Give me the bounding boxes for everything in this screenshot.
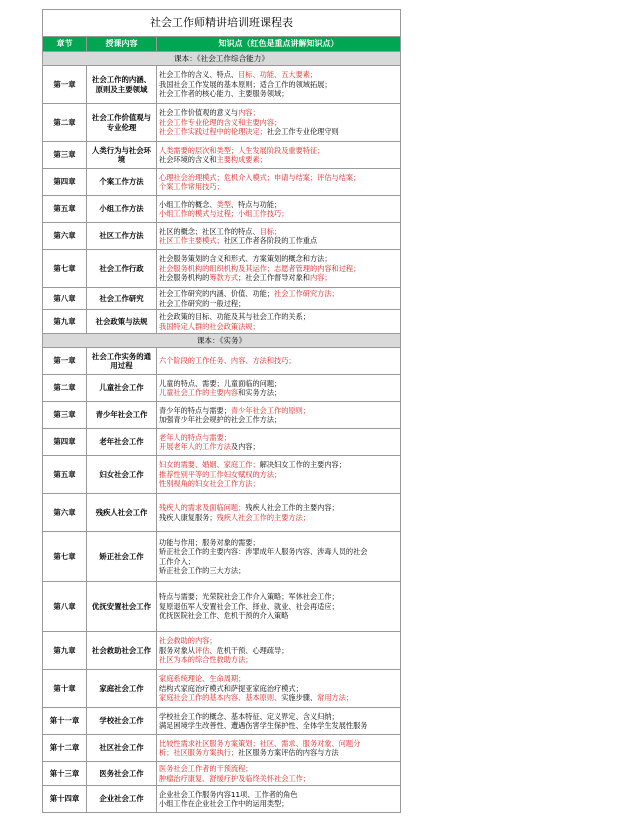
table-row bbox=[43, 494, 401, 532]
point-text: 矫正社会工作的三大方法； bbox=[159, 565, 246, 575]
table-row bbox=[43, 402, 401, 429]
course-cell bbox=[87, 786, 157, 813]
chapter-cell: 第三章 bbox=[43, 142, 87, 169]
key-point-text: 青少年社会工作的原则； bbox=[230, 405, 310, 415]
knowledge-cell bbox=[157, 66, 401, 104]
section-label: 课本：《实务》 bbox=[43, 334, 401, 348]
knowledge-line bbox=[159, 415, 398, 424]
knowledge-line bbox=[159, 547, 398, 556]
knowledge-line bbox=[159, 80, 398, 89]
knowledge-line bbox=[159, 470, 398, 479]
course-line: 社会工作实务的通 bbox=[91, 351, 152, 361]
course-line: 青少年社会工作 bbox=[95, 410, 148, 420]
course-cell bbox=[87, 762, 157, 786]
knowledge-cell bbox=[157, 169, 401, 196]
course-cell bbox=[87, 250, 157, 288]
knowledge-line bbox=[159, 89, 398, 98]
course-line: 家庭社会工作 bbox=[99, 683, 144, 693]
key-point-text: 类型 bbox=[216, 199, 231, 209]
knowledge-line bbox=[159, 254, 398, 263]
knowledge-line bbox=[159, 503, 398, 512]
knowledge-cell bbox=[157, 104, 401, 142]
key-point-text: 筹款方式 bbox=[209, 273, 239, 283]
point-text: 和实务方法； bbox=[238, 388, 282, 397]
course-line: 社区工作方法 bbox=[99, 231, 144, 241]
chapter-cell: 第十四章 bbox=[43, 786, 87, 813]
key-point-text: 常用方法； bbox=[317, 693, 354, 703]
key-point-text: 老年人的特点与需要； bbox=[159, 432, 231, 442]
knowledge-line bbox=[159, 739, 398, 748]
course-line: 社会工作的内涵、 bbox=[91, 75, 152, 85]
key-point-text: 小组工作的模式与过程；小组工作技巧； bbox=[159, 209, 289, 218]
knowledge-line bbox=[159, 70, 398, 79]
knowledge-cell bbox=[157, 762, 401, 786]
knowledge-line bbox=[159, 592, 398, 601]
course-line: 优抚安置社会工作 bbox=[91, 601, 152, 611]
knowledge-cell bbox=[157, 632, 401, 670]
point-text: 青少年的特点与需要； bbox=[159, 405, 231, 415]
key-point-text: 儿童社会工作的主要内容 bbox=[159, 388, 239, 397]
knowledge-line bbox=[159, 379, 398, 388]
course-line: 医务社会工作 bbox=[99, 768, 144, 778]
table-row bbox=[43, 532, 401, 582]
knowledge-line bbox=[159, 799, 398, 808]
course-line: 用过程 bbox=[110, 361, 133, 370]
key-point-text: 主要构成要素； bbox=[216, 155, 267, 164]
point-text: 企业社会工作服务内容11项、工作者的角色 bbox=[159, 789, 298, 799]
chapter-cell: 第一章 bbox=[43, 66, 87, 104]
key-point-text: 开展老年人的工作方法 bbox=[159, 442, 231, 451]
knowledge-cell bbox=[157, 735, 401, 762]
course-line: 矫正社会工作 bbox=[99, 551, 144, 561]
key-point-text: 目标、功能、五大要素； bbox=[238, 70, 318, 80]
chapter-cell: 第二章 bbox=[43, 104, 87, 142]
table-row bbox=[43, 762, 401, 786]
point-text: 解决妇女工作的主要内容； bbox=[259, 460, 346, 470]
point-text: 社区服务方案评估的内容与方法 bbox=[238, 748, 339, 757]
key-point-text: 性别视角的妇女社会工作方法； bbox=[159, 479, 260, 489]
chapter-cell: 第三章 bbox=[43, 402, 87, 429]
knowledge-line bbox=[159, 674, 398, 683]
point-text: 小组工作的概念、 bbox=[159, 199, 217, 209]
knowledge-line bbox=[159, 611, 398, 620]
point-text: 学校社会工作的概念、基本特征、定义界定、含义归纳； bbox=[159, 711, 339, 721]
course-cell bbox=[87, 288, 157, 310]
knowledge-line bbox=[159, 721, 398, 730]
knowledge-line bbox=[159, 127, 398, 136]
course-line: 社会工作行政 bbox=[99, 263, 144, 273]
knowledge-line bbox=[159, 264, 398, 273]
course-cell bbox=[87, 670, 157, 708]
schedule-table bbox=[42, 9, 401, 813]
knowledge-cell bbox=[157, 348, 401, 375]
table-row bbox=[43, 250, 401, 288]
table-title: 社会工作师精讲培训班课程表 bbox=[43, 10, 401, 37]
knowledge-line bbox=[159, 655, 398, 664]
chapter-cell: 第十一章 bbox=[43, 708, 87, 735]
course-cell bbox=[87, 142, 157, 169]
table-row bbox=[43, 169, 401, 196]
key-point-text: 评估 bbox=[194, 645, 210, 655]
course-cell bbox=[87, 582, 157, 632]
knowledge-line bbox=[159, 513, 398, 522]
knowledge-line bbox=[159, 602, 398, 611]
knowledge-line bbox=[159, 108, 398, 117]
knowledge-cell bbox=[157, 532, 401, 582]
knowledge-line bbox=[159, 273, 398, 282]
key-point-text: 社会工作实践过程中的伦理决定； bbox=[159, 127, 267, 137]
knowledge-line bbox=[159, 155, 398, 164]
knowledge-cell bbox=[157, 250, 401, 288]
key-point-text: 析；社区服务方案执行； bbox=[159, 748, 239, 757]
key-point-text: 社会工作研究方法； bbox=[274, 289, 339, 299]
course-cell bbox=[87, 196, 157, 223]
point-text: 加强青少年社会规护的社会工作方法； bbox=[159, 415, 282, 424]
knowledge-line bbox=[159, 200, 398, 209]
chapter-cell: 第十三章 bbox=[43, 762, 87, 786]
course-cell bbox=[87, 456, 157, 494]
course-cell bbox=[87, 375, 157, 402]
course-cell bbox=[87, 632, 157, 670]
course-line: 社会政策与法规 bbox=[95, 316, 148, 326]
key-point-text: 心理社会治理模式；危机介入模式；申请与结案；评估与结案； bbox=[159, 172, 361, 182]
course-line: 原则及主要领域 bbox=[95, 84, 148, 94]
point-text: 社会工作专业伦理守则 bbox=[266, 127, 339, 137]
point-text: 矫正社会工作的主要内容：涉罪成年人服务内容、涉毒人员的社会 bbox=[159, 547, 368, 557]
table-row bbox=[43, 310, 401, 334]
knowledge-line bbox=[159, 356, 398, 365]
course-cell bbox=[87, 735, 157, 762]
point-text: 、危机干预、心理疏导； bbox=[209, 645, 289, 655]
key-point-text: 社区工作主要模式； bbox=[159, 236, 224, 245]
table-row bbox=[43, 670, 401, 708]
knowledge-line bbox=[159, 146, 398, 155]
chapter-cell: 第九章 bbox=[43, 310, 87, 334]
chapter-cell: 第八章 bbox=[43, 288, 87, 310]
table-row bbox=[43, 632, 401, 670]
key-point-text: 社会工作专业伦理的含义和主要内容； bbox=[159, 117, 282, 127]
chapter-cell: 第六章 bbox=[43, 223, 87, 250]
table-row bbox=[43, 196, 401, 223]
knowledge-cell bbox=[157, 310, 401, 334]
chapter-cell: 第四章 bbox=[43, 429, 87, 456]
knowledge-line bbox=[159, 748, 398, 757]
table-row bbox=[43, 735, 401, 762]
knowledge-cell bbox=[157, 582, 401, 632]
chapter-cell: 第一章 bbox=[43, 348, 87, 375]
key-point-text: 比较性需求社区服务方案策划；社区、需求、服务对象、问题分 bbox=[159, 738, 361, 748]
knowledge-cell bbox=[157, 708, 401, 735]
key-point-text: 妇女的需要、婚姻、家庭工作； bbox=[159, 460, 260, 470]
header-chapter: 章节 bbox=[43, 37, 87, 52]
course-line: 残疾人社会工作 bbox=[95, 507, 148, 517]
point-text: 优抚医院社会工作、危机干预的介入策略 bbox=[159, 611, 289, 621]
course-line: 社会工作研究 bbox=[99, 293, 144, 303]
course-cell bbox=[87, 429, 157, 456]
table-row bbox=[43, 429, 401, 456]
course-cell bbox=[87, 532, 157, 582]
header-knowledge: 知识点（红色是重点讲解知识点） bbox=[157, 37, 401, 52]
key-point-text: 我国特定人群的社会政策法规； bbox=[159, 321, 260, 331]
point-text: 社区工作者各阶段的工作重点 bbox=[223, 236, 318, 245]
point-text: 社会工作者的核心能力、主要服务领域； bbox=[159, 89, 289, 99]
course-line: 人类行为与社会环 bbox=[91, 145, 152, 155]
course-line: 老年社会工作 bbox=[99, 437, 144, 447]
key-point-text: 推荐性别平等的工作妇女赋权的方法； bbox=[159, 469, 282, 479]
knowledge-line bbox=[159, 693, 398, 702]
point-text: 社会工作价值观的意义与 bbox=[159, 108, 239, 118]
knowledge-line bbox=[159, 209, 398, 218]
point-text: 复原退伍军人安置社会工作、择业、就业、社会再适应； bbox=[159, 601, 339, 611]
knowledge-line bbox=[159, 118, 398, 127]
key-point-text: 目标； bbox=[259, 226, 282, 236]
knowledge-line bbox=[159, 790, 398, 799]
chapter-cell: 第五章 bbox=[43, 456, 87, 494]
key-point-text: 内容； bbox=[309, 273, 332, 283]
key-point-text: 个案工作常用技巧； bbox=[159, 182, 224, 191]
point-text: 社会工作的含义、特点、 bbox=[159, 70, 239, 80]
table-row bbox=[43, 348, 401, 375]
course-line: 企业社会工作 bbox=[99, 794, 144, 804]
knowledge-cell bbox=[157, 288, 401, 310]
course-cell bbox=[87, 169, 157, 196]
knowledge-cell bbox=[157, 375, 401, 402]
table-row bbox=[43, 142, 401, 169]
key-point-text: 残疾人社会工作的主要方法； bbox=[216, 512, 310, 522]
course-cell bbox=[87, 708, 157, 735]
key-point-text: 家庭社会工作的基本内容、基本原则、 bbox=[159, 693, 282, 703]
knowledge-cell bbox=[157, 670, 401, 708]
course-line: 学校社会工作 bbox=[99, 716, 144, 726]
point-text: 社会环境的含义和 bbox=[159, 155, 217, 164]
point-text: 社会工作研究的内涵、价值、功能； bbox=[159, 289, 275, 299]
chapter-cell: 第十章 bbox=[43, 670, 87, 708]
knowledge-line bbox=[159, 764, 398, 773]
key-point-text: 社会服务机构的组织机构及其运作；志愿者管理的内容和过程； bbox=[159, 263, 361, 273]
knowledge-cell bbox=[157, 142, 401, 169]
chapter-cell: 第七章 bbox=[43, 532, 87, 582]
point-text: 结构式家庭治疗模式和萨提亚家庭治疗模式； bbox=[159, 683, 303, 693]
point-text: 特点与需要；光荣院社会工作介入策略；军休社会工作； bbox=[159, 592, 339, 602]
course-cell bbox=[87, 104, 157, 142]
key-point-text: 社区为本的综合性救助方法； bbox=[159, 655, 253, 665]
knowledge-line bbox=[159, 566, 398, 575]
knowledge-line bbox=[159, 406, 398, 415]
point-text: 儿童的特点、需要；儿童面临的问题； bbox=[159, 378, 282, 388]
knowledge-line bbox=[159, 684, 398, 693]
knowledge-line bbox=[159, 227, 398, 236]
course-cell bbox=[87, 494, 157, 532]
point-text: 社会服务机构的 bbox=[159, 273, 210, 283]
knowledge-cell bbox=[157, 223, 401, 250]
section-header bbox=[43, 334, 401, 348]
point-text: ；社会工作督导对象和 bbox=[238, 273, 310, 283]
point-text: 残疾人社会工作的主要内容； bbox=[245, 503, 339, 513]
knowledge-line bbox=[159, 388, 398, 397]
knowledge-line bbox=[159, 636, 398, 645]
point-text: 残疾人康复服务； bbox=[159, 512, 217, 522]
course-line: 专业伦理 bbox=[106, 122, 137, 132]
course-line: 小组工作方法 bbox=[99, 204, 144, 214]
course-cell bbox=[87, 223, 157, 250]
point-text: 社区的概念；社区工作的特点、 bbox=[159, 226, 260, 236]
key-point-text: 六个阶段的工作任务、内容、方法和技巧； bbox=[159, 356, 296, 366]
section-label: 课本：《社会工作综合能力》 bbox=[43, 52, 401, 66]
table-row bbox=[43, 104, 401, 142]
course-line: 社区社会工作 bbox=[99, 743, 144, 753]
key-point-text: 残疾人的需求及面临问题； bbox=[159, 503, 246, 513]
point-text: 社会服务策划的含义和形式、方案策划的概念和方法； bbox=[159, 254, 332, 264]
knowledge-line bbox=[159, 433, 398, 442]
table-row bbox=[43, 708, 401, 735]
course-line: 社会工作价值观与 bbox=[91, 113, 152, 123]
knowledge-cell bbox=[157, 456, 401, 494]
knowledge-line bbox=[159, 312, 398, 321]
course-line: 个案工作方法 bbox=[99, 177, 144, 187]
table-row bbox=[43, 786, 401, 813]
course-cell bbox=[87, 66, 157, 104]
knowledge-cell bbox=[157, 494, 401, 532]
point-text: 、特点与功能； bbox=[230, 199, 282, 209]
point-text: 工作介入； bbox=[159, 556, 195, 566]
knowledge-line bbox=[159, 289, 398, 298]
knowledge-line bbox=[159, 236, 398, 245]
chapter-cell: 第七章 bbox=[43, 250, 87, 288]
point-text: 满足困境学生改善性、遭遇伤害学生保护性、全体学生发展性服务 bbox=[159, 721, 368, 730]
key-point-text: 内容； bbox=[238, 108, 260, 118]
knowledge-line bbox=[159, 173, 398, 182]
knowledge-cell bbox=[157, 429, 401, 456]
knowledge-line bbox=[159, 774, 398, 783]
schedule-body bbox=[43, 52, 401, 813]
chapter-cell: 第六章 bbox=[43, 494, 87, 532]
table-row bbox=[43, 288, 401, 310]
point-text: 功能与作用；服务对象的需要； bbox=[159, 537, 260, 547]
course-line: 社会救助社会工作 bbox=[91, 645, 152, 655]
chapter-cell: 第二章 bbox=[43, 375, 87, 402]
key-point-text: 社会救助的内容； bbox=[159, 636, 217, 646]
key-point-text: 医务社会工作者的干预流程； bbox=[159, 764, 253, 774]
table-row bbox=[43, 456, 401, 494]
knowledge-line bbox=[159, 646, 398, 655]
knowledge-line bbox=[159, 182, 398, 191]
table-row bbox=[43, 66, 401, 104]
knowledge-line bbox=[159, 479, 398, 488]
point-text: 及内容； bbox=[230, 442, 260, 451]
knowledge-cell bbox=[157, 196, 401, 223]
knowledge-line bbox=[159, 557, 398, 566]
chapter-cell: 第八章 bbox=[43, 582, 87, 632]
knowledge-line bbox=[159, 322, 398, 331]
chapter-cell: 第五章 bbox=[43, 196, 87, 223]
point-text: 社会政策的目标、功能及其与社会工作的关系； bbox=[159, 312, 310, 322]
chapter-cell: 第九章 bbox=[43, 632, 87, 670]
table-row bbox=[43, 375, 401, 402]
knowledge-line bbox=[159, 442, 398, 451]
knowledge-cell bbox=[157, 786, 401, 813]
point-text: 服务对象从 bbox=[159, 645, 195, 655]
knowledge-line bbox=[159, 538, 398, 547]
knowledge-cell bbox=[157, 402, 401, 429]
key-point-text: 人类需要的层次和类型；人生发展阶段及重要特征； bbox=[159, 145, 325, 155]
chapter-cell: 第十二章 bbox=[43, 735, 87, 762]
header-course: 授课内容 bbox=[87, 37, 157, 52]
schedule-sheet bbox=[42, 9, 400, 813]
course-line: 儿童社会工作 bbox=[99, 383, 144, 393]
knowledge-line bbox=[159, 712, 398, 721]
point-text: 小组工作在企业社会工作中的运用类型； bbox=[159, 799, 289, 808]
knowledge-line bbox=[159, 299, 398, 308]
course-cell bbox=[87, 310, 157, 334]
key-point-text: 家庭系统理论、生命周期； bbox=[159, 674, 246, 684]
chapter-cell: 第四章 bbox=[43, 169, 87, 196]
point-text: 社会工作研究的一般过程； bbox=[159, 298, 246, 308]
key-point-text: 肿瘤治疗康复、舒缓疗护及临终关怀社会工作； bbox=[159, 773, 310, 783]
section-header bbox=[43, 52, 401, 66]
knowledge-line bbox=[159, 460, 398, 469]
course-line: 境 bbox=[117, 155, 126, 164]
point-text: 实施步骤、 bbox=[281, 693, 318, 703]
table-row bbox=[43, 223, 401, 250]
course-cell bbox=[87, 348, 157, 375]
table-row bbox=[43, 582, 401, 632]
course-line: 妇女社会工作 bbox=[99, 469, 144, 479]
course-cell bbox=[87, 402, 157, 429]
point-text: 我国社会工作发展的基本原则；适合工作的领域拓展； bbox=[159, 79, 332, 89]
